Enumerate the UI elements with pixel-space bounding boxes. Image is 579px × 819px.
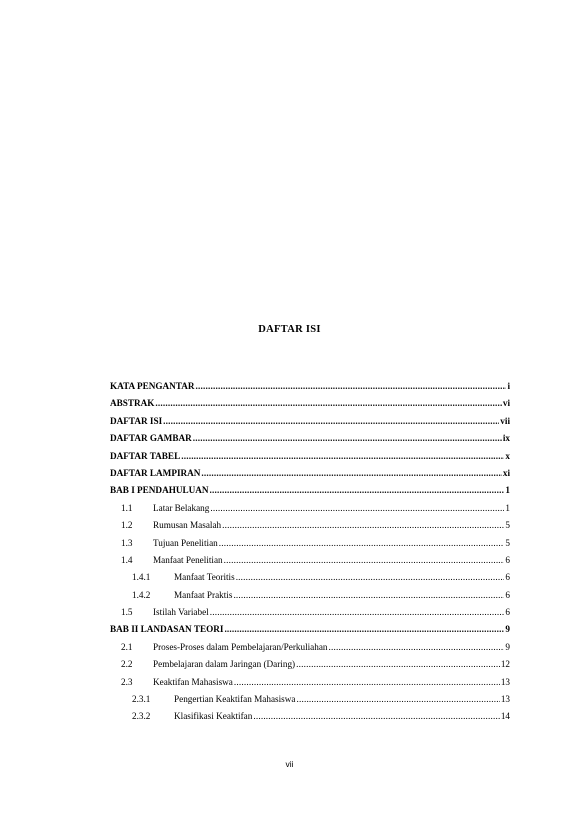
- toc-entry[interactable]: [110, 538, 510, 555]
- toc-entry[interactable]: [110, 520, 510, 537]
- toc-entry[interactable]: [110, 624, 510, 641]
- toc-entry-label: Latar Belakang: [153, 502, 210, 513]
- toc-entry[interactable]: [110, 694, 510, 711]
- dot-leader: [219, 538, 505, 548]
- toc-entry-number: 1.3: [121, 537, 133, 548]
- toc-entry-label: KATA PENGANTAR: [110, 381, 195, 391]
- toc-entry[interactable]: [110, 572, 510, 589]
- dot-leader: [201, 468, 501, 478]
- toc-entry-number: 1.5: [121, 607, 133, 618]
- toc-entry-number: 2.1: [121, 641, 133, 652]
- toc-entry[interactable]: [110, 503, 510, 520]
- toc-entry-number: 1.2: [121, 520, 133, 531]
- table-of-contents: [110, 381, 510, 729]
- toc-entry[interactable]: [110, 398, 510, 415]
- toc-entry-page: 14: [500, 711, 510, 722]
- toc-entry-page: vi: [502, 398, 510, 409]
- toc-entry-page: 6: [505, 554, 510, 565]
- toc-entry-page: 9: [505, 641, 510, 652]
- dot-leader: [195, 381, 506, 391]
- dot-leader: [155, 398, 501, 408]
- dot-leader: [163, 416, 499, 426]
- toc-entry-page: 1: [505, 485, 510, 496]
- toc-entry[interactable]: [110, 677, 510, 694]
- toc-entry-number: 2.2: [121, 659, 133, 670]
- dot-leader: [234, 677, 500, 687]
- dot-leader: [210, 485, 505, 495]
- toc-entry-page: ix: [502, 433, 510, 444]
- toc-entry-page: 6: [505, 607, 510, 618]
- toc-entry-label: BAB I PENDAHULUAN: [110, 485, 209, 496]
- toc-entry-label: DAFTAR ISI: [110, 415, 163, 426]
- dot-leader: [296, 694, 499, 704]
- toc-entry-page: 12: [500, 659, 510, 670]
- toc-entry-number: 2.3: [121, 676, 133, 687]
- toc-entry[interactable]: [110, 642, 510, 659]
- dot-leader: [253, 711, 499, 721]
- page-number: vii: [285, 759, 294, 769]
- toc-entry-page: 13: [500, 676, 510, 687]
- toc-entry-page: x: [505, 450, 510, 461]
- toc-entry-label: Istilah Variabel: [153, 607, 209, 618]
- toc-entry[interactable]: [110, 711, 510, 728]
- dot-leader: [210, 607, 505, 617]
- dot-leader: [224, 555, 505, 565]
- dot-leader: [236, 572, 505, 582]
- toc-entry-page: xi: [502, 467, 510, 478]
- dot-leader: [296, 659, 500, 669]
- toc-entry-label: Pembelajaran dalam Jaringan (Daring): [153, 659, 296, 670]
- page-title: DAFTAR ISI: [258, 324, 321, 335]
- toc-entry[interactable]: [110, 485, 510, 502]
- toc-entry-label: ABSTRAK: [110, 398, 155, 409]
- dot-leader: [329, 642, 505, 652]
- toc-entry-page: 5: [505, 520, 510, 531]
- toc-entry[interactable]: [110, 416, 510, 433]
- toc-entry-label: DAFTAR LAMPIRAN: [110, 467, 201, 478]
- toc-entry[interactable]: [110, 433, 510, 450]
- toc-entry[interactable]: [110, 468, 510, 485]
- toc-entry[interactable]: [110, 590, 510, 607]
- toc-entry[interactable]: [110, 555, 510, 572]
- toc-entry-page: 6: [505, 589, 510, 600]
- dot-leader: [222, 520, 504, 530]
- toc-entry-page: 1: [505, 502, 510, 513]
- toc-entry[interactable]: [110, 659, 510, 676]
- dot-leader: [181, 451, 504, 461]
- toc-entry-page: 6: [505, 572, 510, 583]
- toc-entry-page: 5: [505, 537, 510, 548]
- dot-leader: [193, 433, 502, 443]
- toc-entry-label: Proses-Proses dalam Pembelajaran/Perkuliahan: [153, 641, 328, 652]
- toc-entry-page: vii: [500, 415, 510, 426]
- toc-entry-page: i: [507, 381, 510, 391]
- toc-entry-label: Manfaat Penelitian: [153, 554, 223, 565]
- dot-leader: [233, 590, 504, 600]
- toc-entry-number: 1.1: [121, 502, 133, 513]
- toc-entry-number: 2.3.2: [132, 711, 151, 722]
- toc-entry-label: Klasifikasi Keaktifan: [174, 711, 253, 722]
- toc-entry[interactable]: [110, 381, 510, 398]
- dot-leader: [210, 503, 504, 513]
- toc-entry-label: DAFTAR TABEL: [110, 450, 181, 461]
- toc-entry-number: 1.4: [121, 554, 133, 565]
- toc-entry-label: Tujuan Penelitian: [153, 537, 218, 548]
- toc-entry-number: 1.4.1: [132, 572, 151, 583]
- toc-entry-label: Manfaat Teoritis: [174, 572, 235, 583]
- toc-entry-label: Manfaat Praktis: [174, 589, 233, 600]
- toc-entry-number: 2.3.1: [132, 694, 151, 705]
- toc-entry-label: DAFTAR GAMBAR: [110, 433, 192, 444]
- toc-entry-page: 13: [500, 694, 510, 705]
- toc-entry-label: Keaktifan Mahasiswa: [153, 676, 233, 687]
- toc-entry[interactable]: [110, 451, 510, 468]
- toc-entry-label: Pengertian Keaktifan Mahasiswa: [174, 694, 296, 705]
- toc-entry-label: Rumusan Masalah: [153, 520, 222, 531]
- toc-entry[interactable]: [110, 607, 510, 624]
- toc-entry-number: 1.4.2: [132, 589, 151, 600]
- dot-leader: [224, 624, 504, 634]
- toc-entry-label: BAB II LANDASAN TEORI: [110, 624, 224, 635]
- toc-entry-page: 9: [505, 624, 510, 635]
